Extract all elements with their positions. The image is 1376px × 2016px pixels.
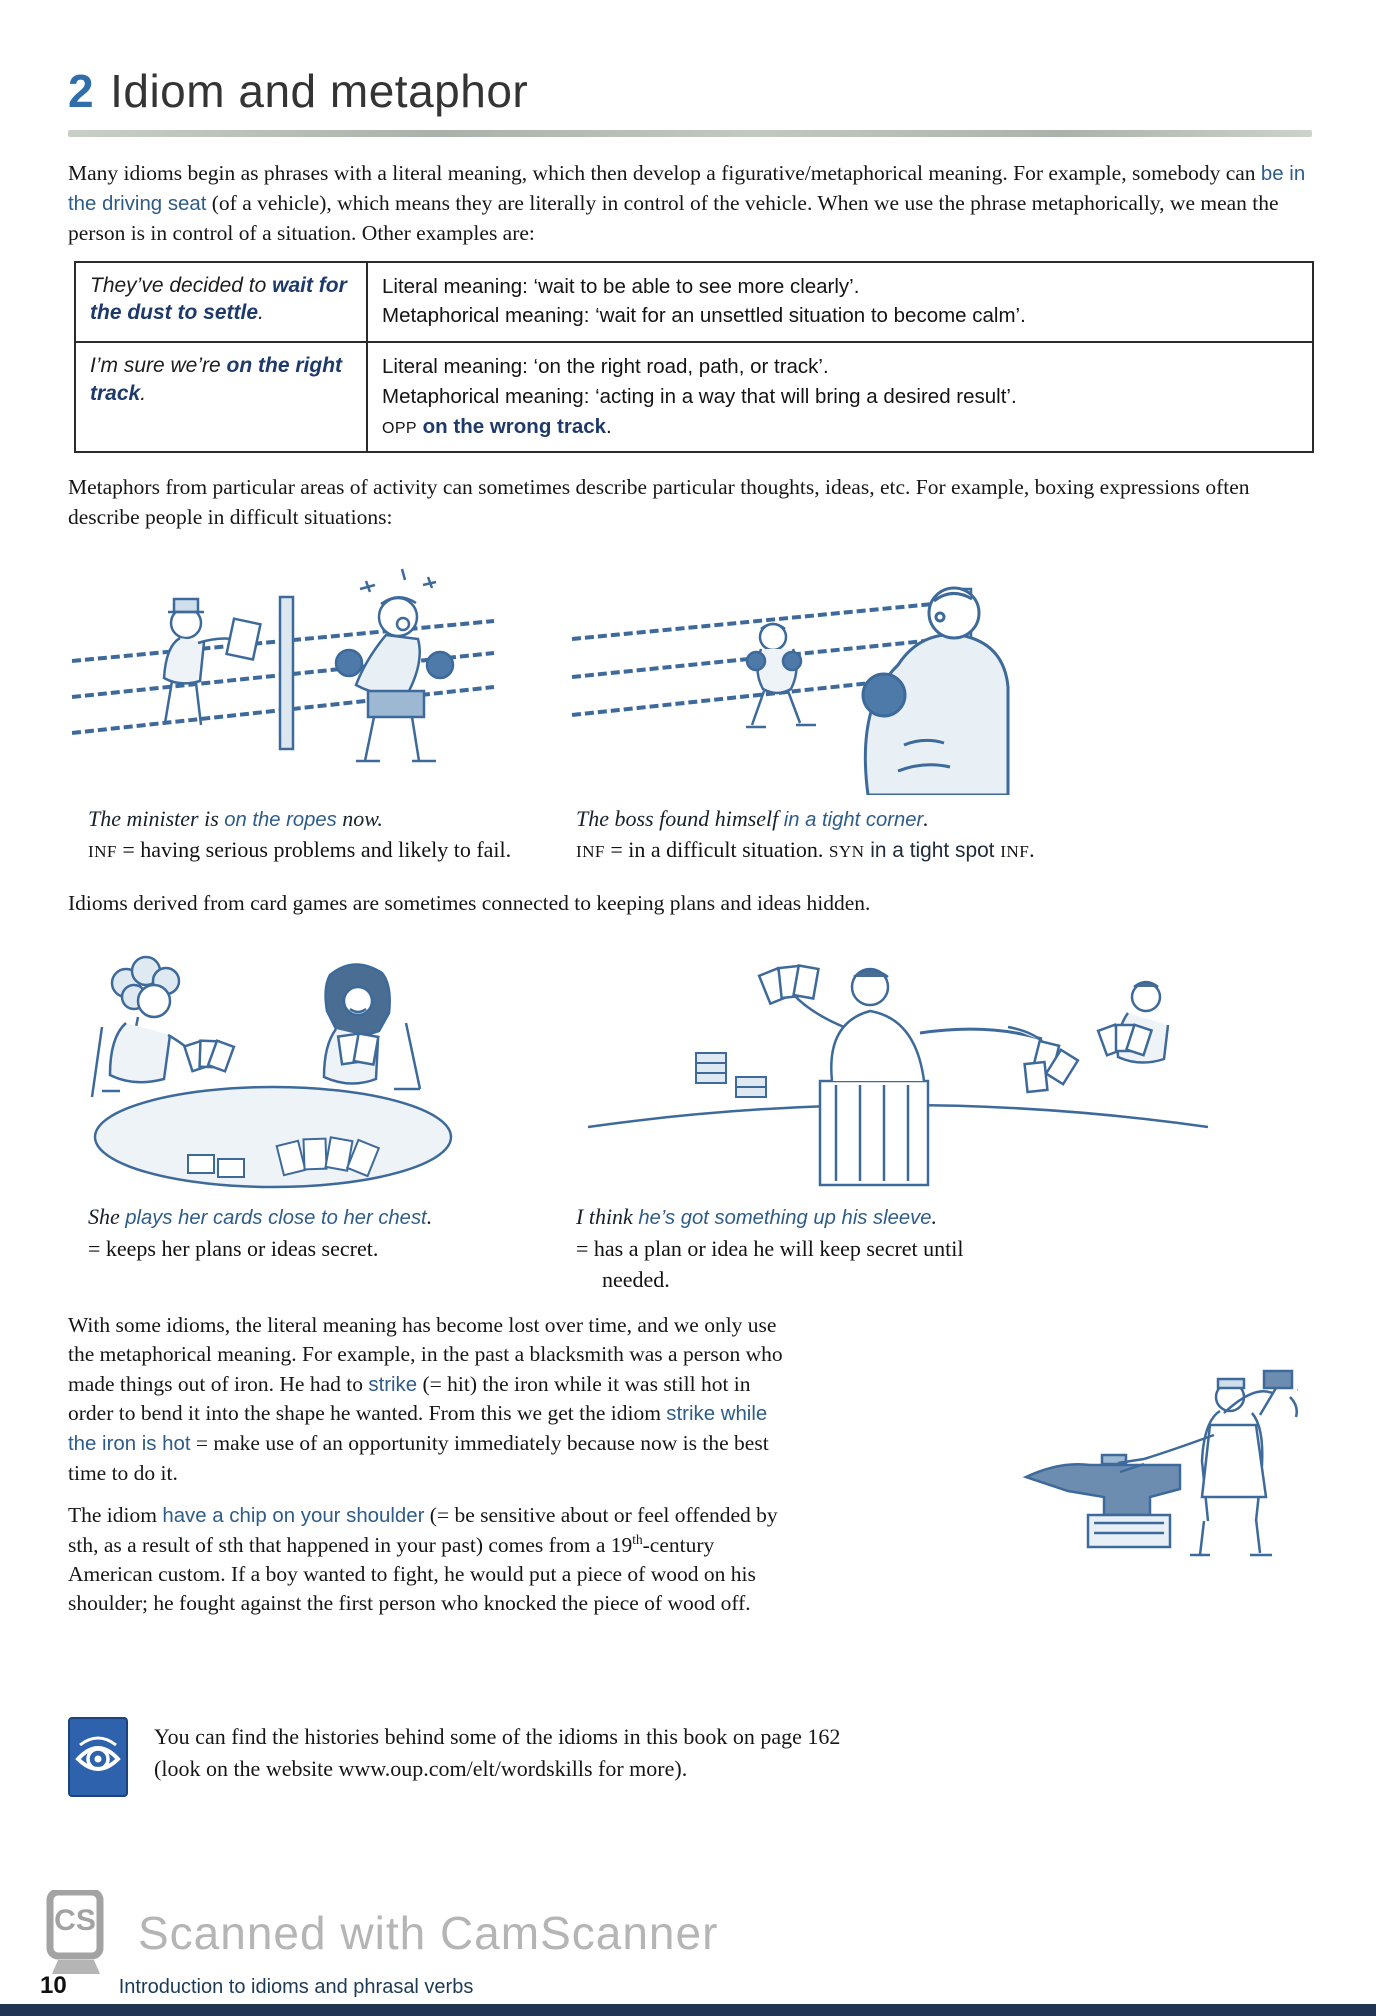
syn-label: SYN [828, 842, 865, 862]
page-number: 10 [40, 1972, 67, 1999]
literal-meaning: Literal meaning: ‘wait to be able to see more clearly’. [382, 274, 860, 298]
caption-text: She [88, 1204, 126, 1230]
meaning-cell [367, 342, 1313, 452]
caption-text: . [923, 805, 929, 831]
table-row [75, 342, 1313, 452]
paragraph-text: (= be sensitive about or feel offended by sth, as a result of sth that happened in your past) comes from a 19 [68, 1503, 778, 1557]
boxing-left-column [68, 545, 568, 865]
footer-section-title: Introduction to idioms and phrasal verbs [118, 1976, 474, 1998]
cards-intro-paragraph: Idioms derived from card games are sometimes connected to keeping plans and ideas hidden. [68, 891, 871, 916]
idiom-up-his-sleeve: he’s got something up his sleeve [638, 1207, 932, 1230]
idiom-right-track: on the right track [90, 354, 343, 405]
blacksmith-paragraph [68, 1311, 796, 1488]
note-line-1: You can find the histories behind some of the idioms in this book on page 162 [154, 1724, 841, 1750]
example-period: . [258, 301, 264, 325]
table-row [75, 262, 1313, 342]
example-cell [75, 342, 367, 452]
caption-text: The minister is [88, 805, 225, 831]
women-playing-cards-illustration [68, 931, 468, 1193]
caption-sentence [88, 1203, 568, 1232]
idiom-strike-while-iron-hot: strike while the iron is hot [68, 1403, 768, 1456]
paragraph-text: The idiom [68, 1503, 163, 1528]
opp-period: . [606, 414, 612, 438]
caption-text: . [931, 1204, 938, 1230]
paragraph-text: = make use of an opportunity immediately because now is the best time to do it. [68, 1431, 769, 1485]
caption-sentence [88, 805, 568, 834]
idiom-strike: strike [368, 1373, 418, 1396]
example-text: I’m sure we’re [90, 354, 227, 378]
inf-label: INF [576, 842, 605, 862]
cards-left-column [68, 931, 568, 1295]
blacksmith-illustration-wrap [968, 1355, 1298, 1565]
idiom-cards-close-chest: plays her cards close to her chest [125, 1207, 427, 1230]
paragraph-text: (= hit) the iron while it was still hot in order to bend it into the shape he wanted. From this we get the idiom [68, 1371, 751, 1426]
caption-sentence [576, 805, 1316, 834]
intro-text-1: Many idioms begin as phrases with a literal meaning, which then develop a figurative/metaphorical meaning. For example, somebody can [68, 161, 1261, 185]
inf-label: INF [1000, 842, 1030, 862]
chapter-number: 2 [68, 65, 95, 117]
cards-left-caption [88, 1203, 568, 1263]
caption-sentence [576, 1203, 1316, 1232]
chip-on-shoulder-paragraph [68, 1501, 796, 1619]
ordinal-suffix: th [632, 1531, 643, 1547]
heading-rule [68, 130, 1312, 137]
inf-label: INF [88, 842, 117, 862]
boxing-right-column [568, 545, 1316, 865]
example-cell [75, 262, 367, 342]
definition-text: = having serious problems and likely to fail. [116, 837, 512, 863]
example-text: They’ve decided to [90, 273, 273, 297]
note-text [154, 1717, 840, 1785]
idiom-wrong-track: on the wrong track [416, 414, 607, 438]
cards-right-caption [576, 1203, 1316, 1295]
intro-paragraph [68, 159, 1316, 248]
chapter-heading [68, 64, 1316, 118]
cards-illustration-row [68, 931, 1316, 1295]
boxing-right-caption [576, 805, 1316, 865]
page-footer [40, 1972, 473, 2000]
idiom-tight-corner: in a tight corner [783, 808, 924, 831]
boxer-in-corner-illustration [568, 545, 1018, 795]
opp-label: OPP [382, 419, 417, 437]
history-note [68, 1717, 1316, 1797]
meaning-cell [367, 262, 1313, 342]
definition-text: = in a difficult situation. [604, 837, 829, 863]
literal-meaning: Literal meaning: ‘on the right road, path, or track’. [382, 355, 829, 379]
note-line-2: (look on the website www.oup.com/elt/wordskills for more). [154, 1755, 688, 1781]
idiom-dust-settle: wait for the dust to settle [90, 273, 347, 325]
idiom-tight-spot: in a tight spot [864, 839, 1001, 863]
caption-definition: = keeps her plans or ideas secret. [88, 1235, 379, 1261]
opposite-line [382, 412, 1298, 442]
eye-icon [68, 1717, 128, 1797]
lost-meaning-section [68, 1311, 1316, 1701]
caption-definition [576, 836, 1316, 865]
caption-definition [88, 836, 568, 865]
camscanner-watermark [44, 1890, 718, 1976]
boxing-left-caption [88, 805, 568, 865]
blacksmith-illustration [968, 1355, 1298, 1565]
metaphorical-meaning: Metaphorical meaning: ‘wait for an unsettled situation to become calm’. [382, 304, 1026, 328]
caption-text: now. [336, 805, 383, 831]
watermark-text: Scanned with CamScanner [138, 1907, 719, 1959]
paragraph-text: With some idioms, the literal meaning has become lost over time, and we only use the metaphorical meaning. For example, in the past a blacksmith was a person who made things out of iron. He had to [68, 1313, 783, 1396]
metaphorical-meaning: Metaphorical meaning: ‘acting in a way that will bring a desired result’. [382, 384, 1017, 408]
intro-text-2: (of a vehicle), which means they are literally in control of the vehicle. When we use the phrase metaphorically, we mean the person is in control of a situation. Other examples are: [68, 190, 1279, 245]
idiom-examples-table [74, 261, 1314, 454]
caption-definition: = has a plan or idea he will keep secret until [576, 1235, 964, 1261]
idiom-driving-seat: be in the driving seat [68, 163, 1306, 215]
idiom-on-the-ropes: on the ropes [224, 808, 337, 831]
caption-text: The boss found himself [576, 805, 784, 831]
example-period: . [140, 381, 147, 405]
camscanner-logo-icon [44, 1890, 114, 1976]
svg-text:CS: CS [54, 1904, 96, 1937]
cards-right-column [568, 931, 1316, 1295]
bottom-edge-bar [0, 2004, 1376, 2016]
caption-text: I think [576, 1204, 639, 1230]
idiom-chip-on-shoulder: have a chip on your shoulder [162, 1505, 425, 1528]
boxing-illustration-row [68, 545, 1316, 865]
boxer-on-ropes-illustration [68, 545, 498, 795]
man-cards-up-sleeve-illustration [568, 931, 1228, 1193]
paragraph-text: -century American custom. If a boy wanted to fight, he would put a piece of wood on his shoulder; he fought against the first person who knocked the piece of wood off. [68, 1532, 756, 1616]
caption-period: . [1029, 837, 1035, 863]
chapter-title: Idiom and metaphor [110, 65, 529, 117]
boxing-intro-paragraph: Metaphors from particular areas of activity can sometimes describe particular thoughts, ideas, etc. For example, boxing expressions often describe people in difficult situations: [68, 475, 1250, 529]
caption-text: . [426, 1204, 433, 1230]
caption-definition-continued: needed. [602, 1267, 670, 1293]
